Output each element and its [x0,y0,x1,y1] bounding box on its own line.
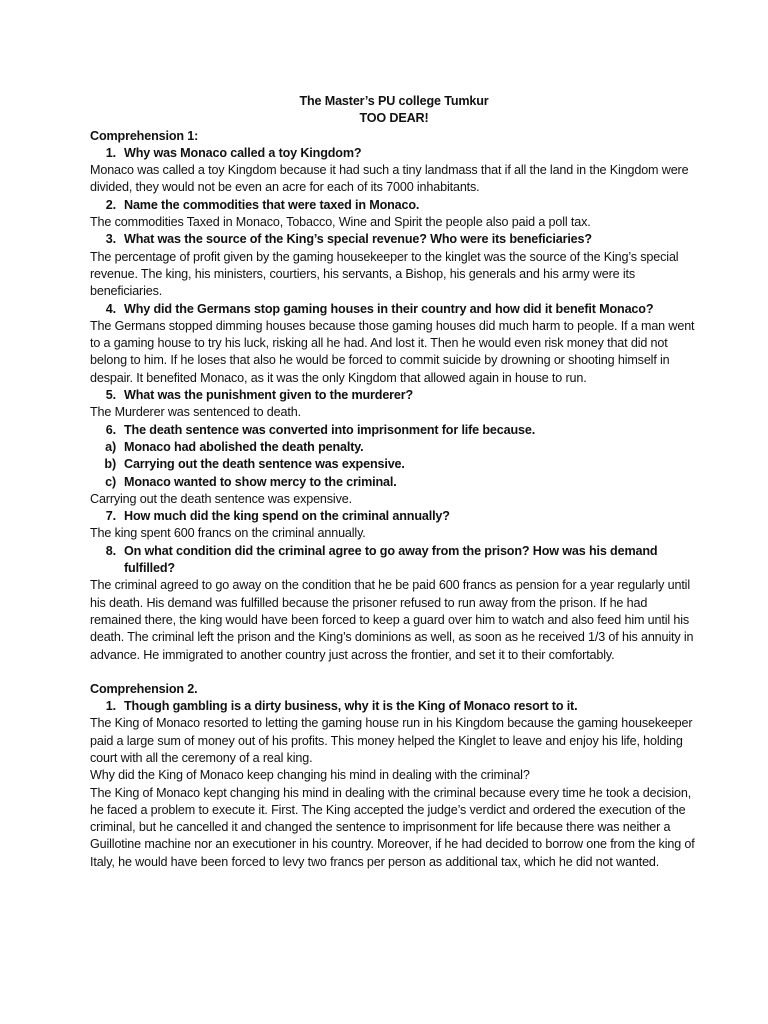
section-heading: Comprehension 2. [90,681,198,696]
question-text: How much did the king spend on the criminal annually? [124,509,450,524]
question-number: 7. [105,509,116,524]
college-name: The Master’s PU college Tumkur [299,94,489,108]
question-number: 6. [105,422,116,437]
question-text-plain: Why did the King of Monaco keep changing his mind in dealing with the criminal? [90,768,530,783]
question [90,145,698,162]
answer-option [90,439,698,456]
question-text: Why did the Germans stop gaming houses in their country and how did it benefit Monaco? [124,301,654,316]
question-text: Why was Monaco called a toy Kingdom? [124,145,362,160]
question-text: What was the punishment given to the murderer? [124,388,414,403]
question-number: 1. [105,145,116,160]
question [90,698,698,715]
option-letter: c) [105,474,116,489]
question-number: 5. [105,388,116,403]
question-text: Though gambling is a dirty business, why it is the King of Monaco resort to it. [124,699,578,714]
option-text: Carrying out the death sentence was expensive. [124,457,405,472]
answer-option [90,474,698,491]
option-letter: b) [104,457,116,472]
answer-text: The Germans stopped dimming houses because those gaming houses did much harm to people. If a man went to a gaming house to try his luck, risking all he had. And lost it. Then he would even risk money that did not belong to him. If he loses that also he would be forced to commit suicide by drowning or shooting himself in despair. It benefited Monaco, as it was the only Kingdom that allowed again in house to run. [90,318,695,385]
question-number: 1. [105,699,116,714]
answer-text: The Murderer was sentenced to death. [90,405,301,420]
answer-text: The king spent 600 francs on the criminal annually. [90,526,366,541]
question-number: 4. [105,301,116,316]
option-text: Monaco had abolished the death penalty. [124,439,364,454]
document-title: TOO DEAR! [359,111,429,126]
question-text: What was the source of the King’s special revenue? Who were its beneficiaries? [124,232,592,247]
answer-text: Monaco was called a toy Kingdom because it had such a tiny landmass that if all the land in the Kingdom were divided, they would not be even an acre for each of its 7000 inhabitants. [90,163,689,195]
question [90,422,698,439]
question-number: 3. [105,232,116,247]
question [90,508,698,525]
section-heading: Comprehension 1: [90,128,199,143]
answer-text: The commodities Taxed in Monaco, Tobacco, Wine and Spirit the people also paid a poll tax. [90,215,591,230]
question [90,197,698,214]
question-text: Name the commodities that were taxed in Monaco. [124,197,420,212]
answer-option [90,456,698,473]
question [90,231,698,248]
answer-text: The King of Monaco resorted to letting the gaming house run in his Kingdom because the gaming housekeeper paid a large sum of money out of his profits. This money helped the Kinglet to leave and enjoy his life, holding court with all the ceremony of a real king. [90,716,693,765]
question [90,387,698,404]
answer-text: The King of Monaco kept changing his mind in dealing with the criminal because every time he took a decision, he faced a problem to execute it. First. The King accepted the judge’s verdict and ordered the execution of the criminal, but he cancelled it and changed the sentence to imprisonment for life because there was neither a Guillotine machine nor an executioner in his country. Moreover, if he had decided to borrow one from the king of Italy, he would have been forced to levy two francs per person as additional tax, which he did not wanted. [90,785,695,869]
question-text: The death sentence was converted into imprisonment for life because. [124,422,536,437]
answer-text: Carrying out the death sentence was expensive. [90,491,352,506]
answer-text: The percentage of profit given by the gaming housekeeper to the kinglet was the source of the King’s special revenue. The king, his ministers, courtiers, his servants, a Bishop, his generals and his army were its beneficiaries. [90,249,679,299]
question [90,543,698,578]
question-text: On what condition did the criminal agree to go away from the prison? How was his demand fulfilled? [124,543,658,576]
section-spacer [90,664,698,681]
answer-text: The criminal agreed to go away on the condition that he be paid 600 francs as pension for a year regularly until his death. His demand was fulfilled because the prisoner refused to run away from the prison. If he had remained there, the king would have been forced to keep a guard over him to watch and also feed him until his death. The criminal left the prison and the King’s dominions as well, as soon as he received 1/3 of his annuity in advance. He immigrated to another country just across the frontier, and set it to their comfortably. [90,578,694,662]
question [90,301,698,318]
question-number: 2. [105,197,116,212]
option-letter: a) [105,439,116,454]
option-text: Monaco wanted to show mercy to the criminal. [124,474,397,489]
question-number: 8. [105,543,116,558]
